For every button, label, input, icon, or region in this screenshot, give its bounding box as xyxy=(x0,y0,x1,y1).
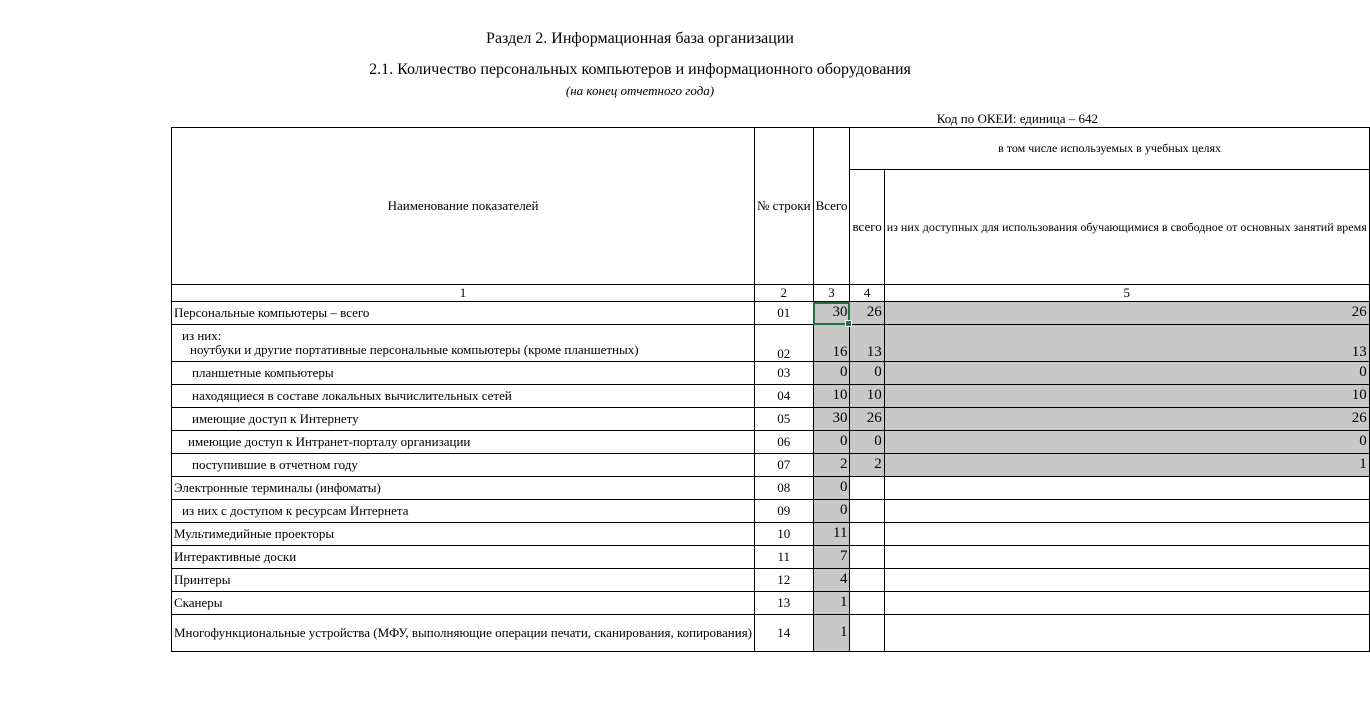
value-cell[interactable]: 30 xyxy=(813,408,850,431)
value-cell[interactable]: 10 xyxy=(884,385,1369,408)
table-row xyxy=(172,592,1370,615)
table-row xyxy=(172,477,1370,500)
row-code: 11 xyxy=(755,546,814,569)
value-cell[interactable]: 0 xyxy=(884,431,1369,454)
value-cell[interactable]: 10 xyxy=(850,385,884,408)
value-cell[interactable]: 26 xyxy=(884,408,1369,431)
row-name: планшетные компьютеры xyxy=(172,362,755,385)
pc-equipment-table xyxy=(171,127,1370,652)
cell-value: 30 xyxy=(832,304,848,321)
col-number: 5 xyxy=(884,285,1369,302)
empty-cell[interactable] xyxy=(850,546,884,569)
row-name: имеющие доступ к Интранет-порталу организации xyxy=(172,431,755,454)
row-name: Мультимедийные проекторы xyxy=(172,523,755,546)
table-row xyxy=(172,302,1370,325)
row-code: 10 xyxy=(755,523,814,546)
row-code: 08 xyxy=(755,477,814,500)
table-row xyxy=(172,325,1370,362)
row-name: Сканеры xyxy=(172,592,755,615)
okei-code: Код по ОКЕИ: единица – 642 xyxy=(936,111,1098,126)
header-educational: в том числе используемых в учебных целях xyxy=(850,128,1369,170)
header-edu-student: из них доступных для использования обучающимися в свободное от основных занятий время xyxy=(884,170,1369,285)
row-name: из них с доступом к ресурсам Интернета xyxy=(172,500,755,523)
empty-cell[interactable] xyxy=(884,546,1369,569)
row-code: 13 xyxy=(755,592,814,615)
row-name xyxy=(172,325,755,362)
table-row xyxy=(172,454,1370,477)
col-number: 1 xyxy=(172,285,755,302)
value-cell[interactable]: 2 xyxy=(850,454,884,477)
row-code: 14 xyxy=(755,615,814,652)
value-cell[interactable]: 11 xyxy=(813,523,850,546)
table-row xyxy=(172,546,1370,569)
value-cell[interactable]: 4 xyxy=(813,569,850,592)
table-title: 2.1. Количество персональных компьютеров и информационного оборудования xyxy=(369,61,911,78)
value-cell[interactable]: 1 xyxy=(813,615,850,652)
empty-cell[interactable] xyxy=(850,615,884,652)
value-cell[interactable]: 16 xyxy=(813,325,850,362)
col-number: 4 xyxy=(850,285,884,302)
section-title: Раздел 2. Информационная база организации xyxy=(486,30,794,47)
table-row xyxy=(172,431,1370,454)
table-row xyxy=(172,362,1370,385)
row-name: имеющие доступ к Интернету xyxy=(172,408,755,431)
row-name-text: ноутбуки и другие портативные персональные компьютеры (кроме планшетных) xyxy=(190,342,639,357)
value-cell[interactable]: 7 xyxy=(813,546,850,569)
table-row xyxy=(172,569,1370,592)
table-row xyxy=(172,500,1370,523)
value-cell[interactable]: 26 xyxy=(850,408,884,431)
row-name: Персональные компьютеры – всего xyxy=(172,302,755,325)
table-row xyxy=(172,615,1370,652)
value-cell[interactable]: 13 xyxy=(850,325,884,362)
table-row xyxy=(172,523,1370,546)
row-name: Многофункциональные устройства (МФУ, выполняющие операции печати, сканирования, копирования) xyxy=(172,615,755,652)
row-name-prefix: из них: xyxy=(182,328,222,344)
row-name: Принтеры xyxy=(172,569,755,592)
table-row xyxy=(172,385,1370,408)
empty-cell[interactable] xyxy=(884,569,1369,592)
value-cell[interactable]: 26 xyxy=(850,302,884,325)
row-code: 03 xyxy=(755,362,814,385)
value-cell[interactable]: 0 xyxy=(813,500,850,523)
empty-cell[interactable] xyxy=(850,523,884,546)
value-cell[interactable]: 0 xyxy=(813,477,850,500)
row-code: 07 xyxy=(755,454,814,477)
value-cell[interactable]: 1 xyxy=(884,454,1369,477)
row-code: 06 xyxy=(755,431,814,454)
table-row xyxy=(172,408,1370,431)
value-cell[interactable]: 10 xyxy=(813,385,850,408)
empty-cell[interactable] xyxy=(884,615,1369,652)
row-name: поступившие в отчетном году xyxy=(172,454,755,477)
value-cell[interactable]: 1 xyxy=(813,592,850,615)
row-name: находящиеся в составе локальных вычислительных сетей xyxy=(172,385,755,408)
row-code: 04 xyxy=(755,385,814,408)
empty-cell[interactable] xyxy=(850,569,884,592)
header-edu-total: всего xyxy=(850,170,884,285)
row-name: Электронные терминалы (инфоматы) xyxy=(172,477,755,500)
empty-cell[interactable] xyxy=(850,500,884,523)
fill-handle[interactable] xyxy=(845,320,852,327)
empty-cell[interactable] xyxy=(884,523,1369,546)
table-subtitle: (на конец отчетного года) xyxy=(565,83,715,98)
header-row-no: № строки xyxy=(755,128,814,285)
value-cell[interactable]: 0 xyxy=(850,362,884,385)
value-cell[interactable]: 2 xyxy=(813,454,850,477)
empty-cell[interactable] xyxy=(884,592,1369,615)
value-cell[interactable]: 0 xyxy=(850,431,884,454)
row-code: 02 xyxy=(755,325,814,362)
empty-cell[interactable] xyxy=(884,477,1369,500)
row-name: Интерактивные доски xyxy=(172,546,755,569)
col-number: 3 xyxy=(813,285,850,302)
value-cell[interactable]: 0 xyxy=(813,362,850,385)
empty-cell[interactable] xyxy=(850,592,884,615)
value-cell[interactable]: 0 xyxy=(884,362,1369,385)
empty-cell[interactable] xyxy=(884,500,1369,523)
row-code: 09 xyxy=(755,500,814,523)
row-code: 05 xyxy=(755,408,814,431)
row-code: 01 xyxy=(755,302,814,325)
value-cell-selected[interactable] xyxy=(813,302,850,325)
value-cell[interactable]: 26 xyxy=(884,302,1369,325)
value-cell[interactable]: 13 xyxy=(884,325,1369,362)
header-name: Наименование показателей xyxy=(172,128,755,285)
empty-cell[interactable] xyxy=(850,477,884,500)
row-code: 12 xyxy=(755,569,814,592)
col-number: 2 xyxy=(755,285,814,302)
header-total: Всего xyxy=(813,128,850,285)
value-cell[interactable]: 0 xyxy=(813,431,850,454)
